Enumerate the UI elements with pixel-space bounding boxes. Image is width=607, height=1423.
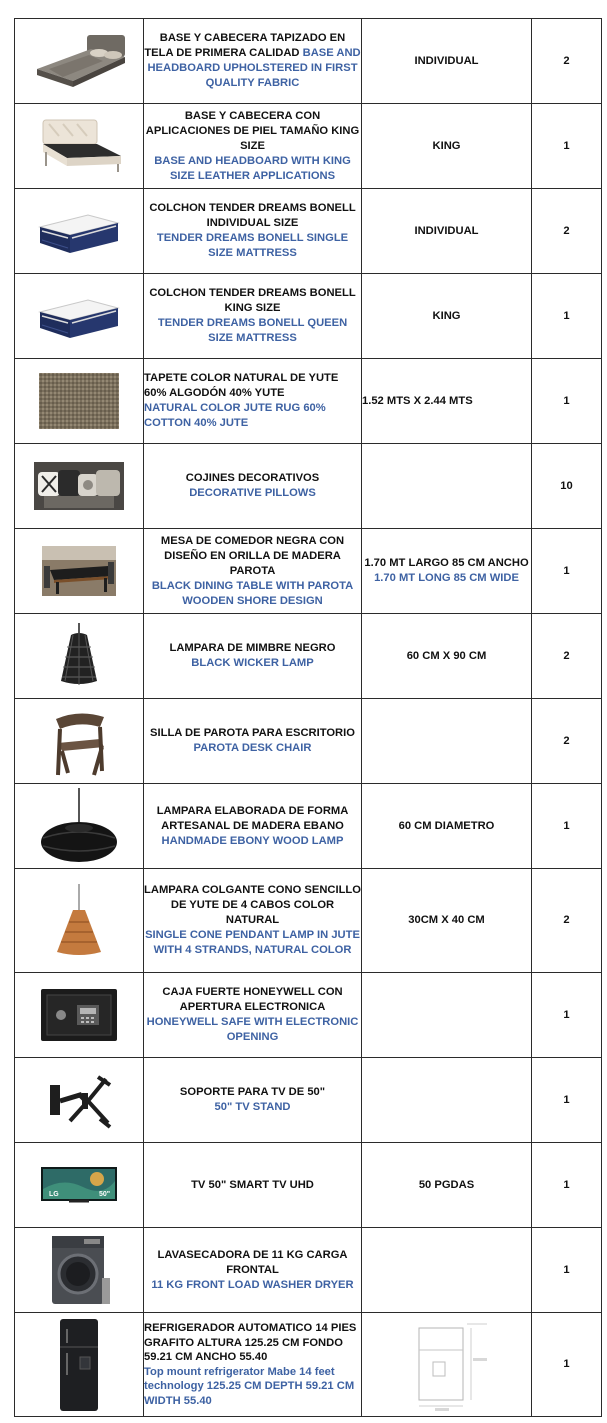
table-row bbox=[15, 1058, 602, 1143]
leather-bed-icon bbox=[29, 114, 129, 178]
refrigerator-dimension-diagram-icon bbox=[397, 1318, 497, 1412]
item-description bbox=[144, 1313, 362, 1417]
description-es: LAMPARA ELABORADA DE FORMA ARTESANAL DE MADERA EBANO bbox=[156, 804, 349, 832]
size-es: 1.70 MT LARGO 85 CM ANCHO bbox=[364, 557, 529, 569]
table-row bbox=[15, 189, 602, 274]
inventory-table bbox=[14, 18, 602, 1417]
washer-icon bbox=[44, 1234, 114, 1306]
item-size bbox=[362, 784, 532, 869]
size-es: 50 PGDAS bbox=[418, 1178, 475, 1191]
safe-icon bbox=[37, 985, 121, 1045]
item-image bbox=[15, 973, 144, 1058]
pillows-icon bbox=[34, 462, 124, 510]
description-es: LAMPARA COLGANTE CONO SENCILLO DE YUTE DE 4 CABOS COLOR NATURAL bbox=[144, 884, 361, 926]
item-image bbox=[15, 274, 144, 359]
size-es: 1.52 MTS X 2.44 MTS bbox=[362, 394, 473, 407]
item-image bbox=[15, 784, 144, 869]
item-image bbox=[15, 1058, 144, 1143]
table-row bbox=[15, 1313, 602, 1417]
item-image bbox=[15, 189, 144, 274]
dining-table-icon bbox=[42, 546, 116, 596]
item-description bbox=[144, 359, 362, 444]
item-image bbox=[15, 869, 144, 973]
item-image bbox=[15, 529, 144, 614]
rug-icon bbox=[38, 372, 120, 430]
description-es: REFRIGERADOR AUTOMATICO 14 PIES GRAFITO ALTURA 125.25 CM FONDO 59.21 CM ANCHO 55.40 bbox=[144, 1322, 357, 1363]
item-size bbox=[362, 529, 532, 614]
description-en: 11 KG FRONT LOAD WASHER DRYER bbox=[151, 1278, 354, 1291]
item-image bbox=[15, 444, 144, 529]
table-row bbox=[15, 1143, 602, 1228]
ebony-lamp-icon bbox=[39, 788, 119, 864]
description-es: SILLA DE PAROTA PARA ESCRITORIO bbox=[150, 727, 355, 739]
table-row bbox=[15, 104, 602, 189]
description-es: BASE Y CABECERA TAPIZADO EN TELA DE PRIMERA CALIDAD bbox=[144, 32, 346, 59]
item-quantity: 1 bbox=[532, 359, 602, 444]
description-en: Top mount refrigerator Mabe 14 feet technology 125.25 CM DEPTH 59.21 CM WIDTH 55.40 bbox=[144, 1365, 355, 1407]
description-es: COLCHON TENDER DREAMS BONELL INDIVIDUAL SIZE bbox=[149, 202, 356, 229]
table-row bbox=[15, 699, 602, 784]
description-en: TENDER DREAMS BONELL QUEEN SIZE MATTRESS bbox=[157, 317, 348, 344]
item-size bbox=[362, 444, 532, 529]
item-size bbox=[362, 699, 532, 784]
item-description bbox=[144, 973, 362, 1058]
item-size bbox=[362, 274, 532, 359]
item-size bbox=[362, 614, 532, 699]
item-description bbox=[144, 104, 362, 189]
item-quantity: 1 bbox=[532, 1143, 602, 1228]
item-quantity: 2 bbox=[532, 699, 602, 784]
table-row bbox=[15, 444, 602, 529]
description-en: PAROTA DESK CHAIR bbox=[193, 742, 312, 754]
item-quantity: 1 bbox=[532, 274, 602, 359]
size-es: 30CM X 40 CM bbox=[408, 914, 485, 926]
item-size bbox=[362, 359, 532, 444]
item-description bbox=[144, 1228, 362, 1313]
item-size bbox=[362, 1228, 532, 1313]
item-description bbox=[144, 19, 362, 104]
cone-lamp-icon bbox=[49, 884, 109, 958]
item-description bbox=[144, 699, 362, 784]
item-quantity: 2 bbox=[532, 614, 602, 699]
table-row bbox=[15, 973, 602, 1058]
item-size bbox=[362, 104, 532, 189]
bed-icon bbox=[29, 29, 129, 93]
item-description bbox=[144, 274, 362, 359]
item-quantity: 1 bbox=[532, 1058, 602, 1143]
table-row bbox=[15, 19, 602, 104]
tv-mount-icon bbox=[46, 1071, 112, 1129]
description-en: BLACK WICKER LAMP bbox=[191, 657, 314, 669]
description-en: HANDMADE EBONY WOOD LAMP bbox=[161, 834, 344, 847]
description-en: SINGLE CONE PENDANT LAMP IN JUTE WITH 4 STRANDS, NATURAL COLOR bbox=[145, 929, 360, 956]
description-es: TV 50" SMART TV UHD bbox=[191, 1178, 314, 1191]
item-image bbox=[15, 614, 144, 699]
table-row bbox=[15, 614, 602, 699]
tv-icon bbox=[39, 1163, 119, 1207]
size-en: 1.70 MT LONG 85 CM WIDE bbox=[374, 572, 519, 584]
mattress-icon bbox=[34, 201, 124, 261]
item-quantity: 1 bbox=[532, 1313, 602, 1417]
description-en: BASE AND HEADBOARD WITH KING SIZE LEATHER APPLICATIONS bbox=[154, 154, 351, 182]
description-es: COLCHON TENDER DREAMS BONELL KING SIZE bbox=[149, 287, 356, 314]
item-size bbox=[362, 1313, 532, 1417]
item-image bbox=[15, 1143, 144, 1228]
size-es: 60 CM X 90 CM bbox=[406, 649, 487, 662]
description-es: SOPORTE PARA TV DE 50" bbox=[179, 1086, 326, 1098]
description-en: HONEYWELL SAFE WITH ELECTRONIC OPENING bbox=[146, 1016, 359, 1043]
item-description bbox=[144, 1058, 362, 1143]
item-quantity: 1 bbox=[532, 104, 602, 189]
item-size bbox=[362, 189, 532, 274]
item-image bbox=[15, 1228, 144, 1313]
size-es: INDIVIDUAL bbox=[414, 54, 479, 67]
item-size bbox=[362, 1143, 532, 1228]
mattress-icon bbox=[34, 286, 124, 346]
item-size bbox=[362, 973, 532, 1058]
refrigerator-icon bbox=[56, 1317, 102, 1413]
description-en: BLACK DINING TABLE WITH PAROTA WOODEN SHORE DESIGN bbox=[151, 579, 354, 607]
item-quantity: 2 bbox=[532, 19, 602, 104]
item-quantity: 2 bbox=[532, 869, 602, 973]
item-image bbox=[15, 699, 144, 784]
item-description bbox=[144, 1143, 362, 1228]
description-en: DECORATIVE PILLOWS bbox=[189, 487, 316, 499]
description-en: 50" TV STAND bbox=[214, 1101, 291, 1113]
item-description bbox=[144, 784, 362, 869]
size-es: KING bbox=[432, 309, 461, 322]
description-es: COJINES DECORATIVOS bbox=[185, 472, 320, 484]
description-es: BASE Y CABECERA CON APLICACIONES DE PIEL TAMAÑO KING SIZE bbox=[145, 109, 360, 152]
tv-size-badge: 50" bbox=[99, 1191, 111, 1198]
table-row bbox=[15, 784, 602, 869]
item-description bbox=[144, 869, 362, 973]
table-row bbox=[15, 274, 602, 359]
item-quantity: 1 bbox=[532, 784, 602, 869]
item-size bbox=[362, 19, 532, 104]
table-row bbox=[15, 1228, 602, 1313]
table-row bbox=[15, 529, 602, 614]
item-description bbox=[144, 614, 362, 699]
description-es: MESA DE COMEDOR NEGRA CON DISEÑO EN ORILLA DE MADERA PAROTA bbox=[160, 534, 345, 577]
item-size bbox=[362, 869, 532, 973]
item-description bbox=[144, 529, 362, 614]
wicker-lamp-icon bbox=[49, 623, 109, 689]
item-quantity: 10 bbox=[532, 444, 602, 529]
description-en: BASE AND HEADBOARD UPHOLSTERED IN FIRST QUALITY FABRIC bbox=[147, 47, 361, 89]
table-row bbox=[15, 869, 602, 973]
tv-brand-label: LG bbox=[49, 1191, 59, 1198]
table-row bbox=[15, 359, 602, 444]
item-description bbox=[144, 189, 362, 274]
item-image bbox=[15, 104, 144, 189]
chair-icon bbox=[46, 705, 112, 777]
item-description bbox=[144, 444, 362, 529]
description-es: LAMPARA DE MIMBRE NEGRO bbox=[169, 642, 336, 654]
description-es: CAJA FUERTE HONEYWELL CON APERTURA ELECTRONICA bbox=[162, 986, 343, 1013]
description-en: TENDER DREAMS BONELL SINGLE SIZE MATTRESS bbox=[156, 232, 349, 259]
size-es: KING bbox=[432, 139, 461, 152]
description-es: LAVASECADORA DE 11 KG CARGA FRONTAL bbox=[157, 1248, 348, 1276]
item-quantity: 1 bbox=[532, 1228, 602, 1313]
description-es: TAPETE COLOR NATURAL DE YUTE 60% ALGODÓN 40% YUTE bbox=[144, 372, 339, 399]
item-image bbox=[15, 1313, 144, 1417]
size-es: INDIVIDUAL bbox=[414, 224, 479, 237]
item-quantity: 1 bbox=[532, 973, 602, 1058]
item-quantity: 1 bbox=[532, 529, 602, 614]
item-quantity: 2 bbox=[532, 189, 602, 274]
item-image bbox=[15, 359, 144, 444]
item-image bbox=[15, 19, 144, 104]
item-size bbox=[362, 1058, 532, 1143]
size-es: 60 CM DIAMETRO bbox=[398, 819, 495, 832]
description-en: NATURAL COLOR JUTE RUG 60% COTTON 40% JUTE bbox=[144, 402, 326, 429]
